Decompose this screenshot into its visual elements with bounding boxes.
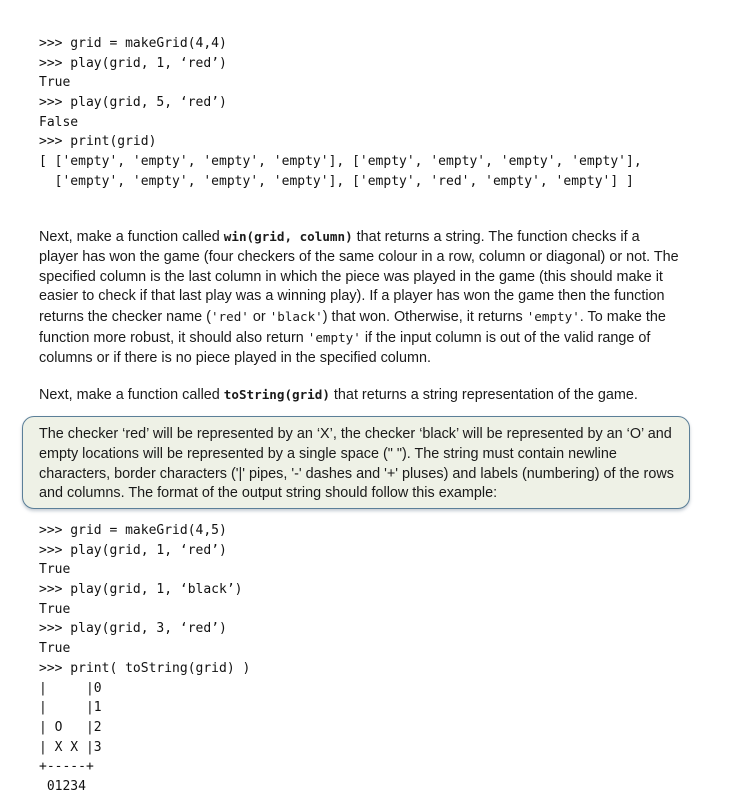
text-run: ) that won. Otherwise, it returns [322, 309, 527, 326]
board-column-labels: 01234 [39, 778, 86, 794]
code-line: >>> play(grid, 5, ‘red’) [39, 95, 227, 111]
text-run: if the input column is out of the valid range of columns or if there is no piece played in the specified column. [39, 329, 651, 366]
text-run: that returns a string representation of the game. [329, 387, 638, 403]
inline-code: 'empty' [307, 329, 361, 345]
text-run: that returns a string. The function checks if a player has won the game (four checkers of the same colour in a row, column or diagonal) or not. The specified column is the last column in which the piece was played in the game (this should make it easier to check if that last play was a winning play). If a player has won the game then the function returns the checker name ( [39, 229, 679, 326]
code-line: True [39, 641, 71, 657]
text-run: or [248, 309, 270, 326]
code-line: True [39, 601, 71, 617]
code-line: >>> play(grid, 3, ‘red’) [39, 621, 227, 637]
code-line: >>> play(grid, 1, ‘red’) [39, 542, 227, 558]
code-line: >>> grid = makeGrid(4,5) [39, 523, 227, 538]
board-row-0: | |0 [39, 680, 102, 696]
board-row-2: | O |2 [39, 719, 102, 735]
code-line: >>> play(grid, 1, ‘red’) [39, 55, 227, 71]
code-line: True [39, 75, 71, 91]
code-example-top [39, 34, 642, 192]
code-line: False [39, 114, 79, 130]
text-run: Next, make a function called [39, 229, 224, 245]
win-function-paragraph [39, 227, 679, 369]
code-line: >>> grid = makeGrid(4,4) [39, 36, 227, 51]
win-signature-code: win(grid, column) [223, 229, 353, 244]
code-line: >>> print(grid) [39, 134, 157, 150]
text-run: . To make the function more robust, it should also return [39, 309, 666, 346]
code-line: ['empty', 'empty', 'empty', 'empty'], ['empty', 'red', 'empty', 'empty'] ] [39, 173, 634, 189]
text-run: Next, make a function called [39, 387, 224, 403]
code-line: True [39, 562, 71, 578]
board-row-1: | |1 [39, 700, 102, 716]
board-row-3: | X X |3 [39, 739, 102, 755]
inline-code: 'empty' [526, 309, 580, 325]
inline-code: 'black' [269, 309, 323, 325]
tostring-signature-code: toString(grid) [223, 387, 330, 402]
inline-code: 'red' [210, 309, 249, 325]
board-border: +-----+ [39, 759, 94, 775]
code-line: >>> play(grid, 1, ‘black’) [39, 582, 243, 598]
code-line: >>> print( toString(grid) ) [39, 660, 251, 676]
note-text: The checker ‘red’ will be represented by an ‘X’, the checker ‘black’ will be represented by an ‘O’ and empty locations will be represented by a single space (" "). The string must contain newline characters, border characters ('|' pipes, '-' dashes and '+' pluses) and labels (numbering) of the rows and columns. The format of the output string should follow this example: [39, 426, 674, 502]
code-line: [ ['empty', 'empty', 'empty', 'empty'], ['empty', 'empty', 'empty', 'empty'], [39, 154, 642, 170]
note-box [22, 416, 690, 509]
tostring-function-paragraph [39, 385, 679, 406]
code-example-bottom [39, 521, 250, 797]
